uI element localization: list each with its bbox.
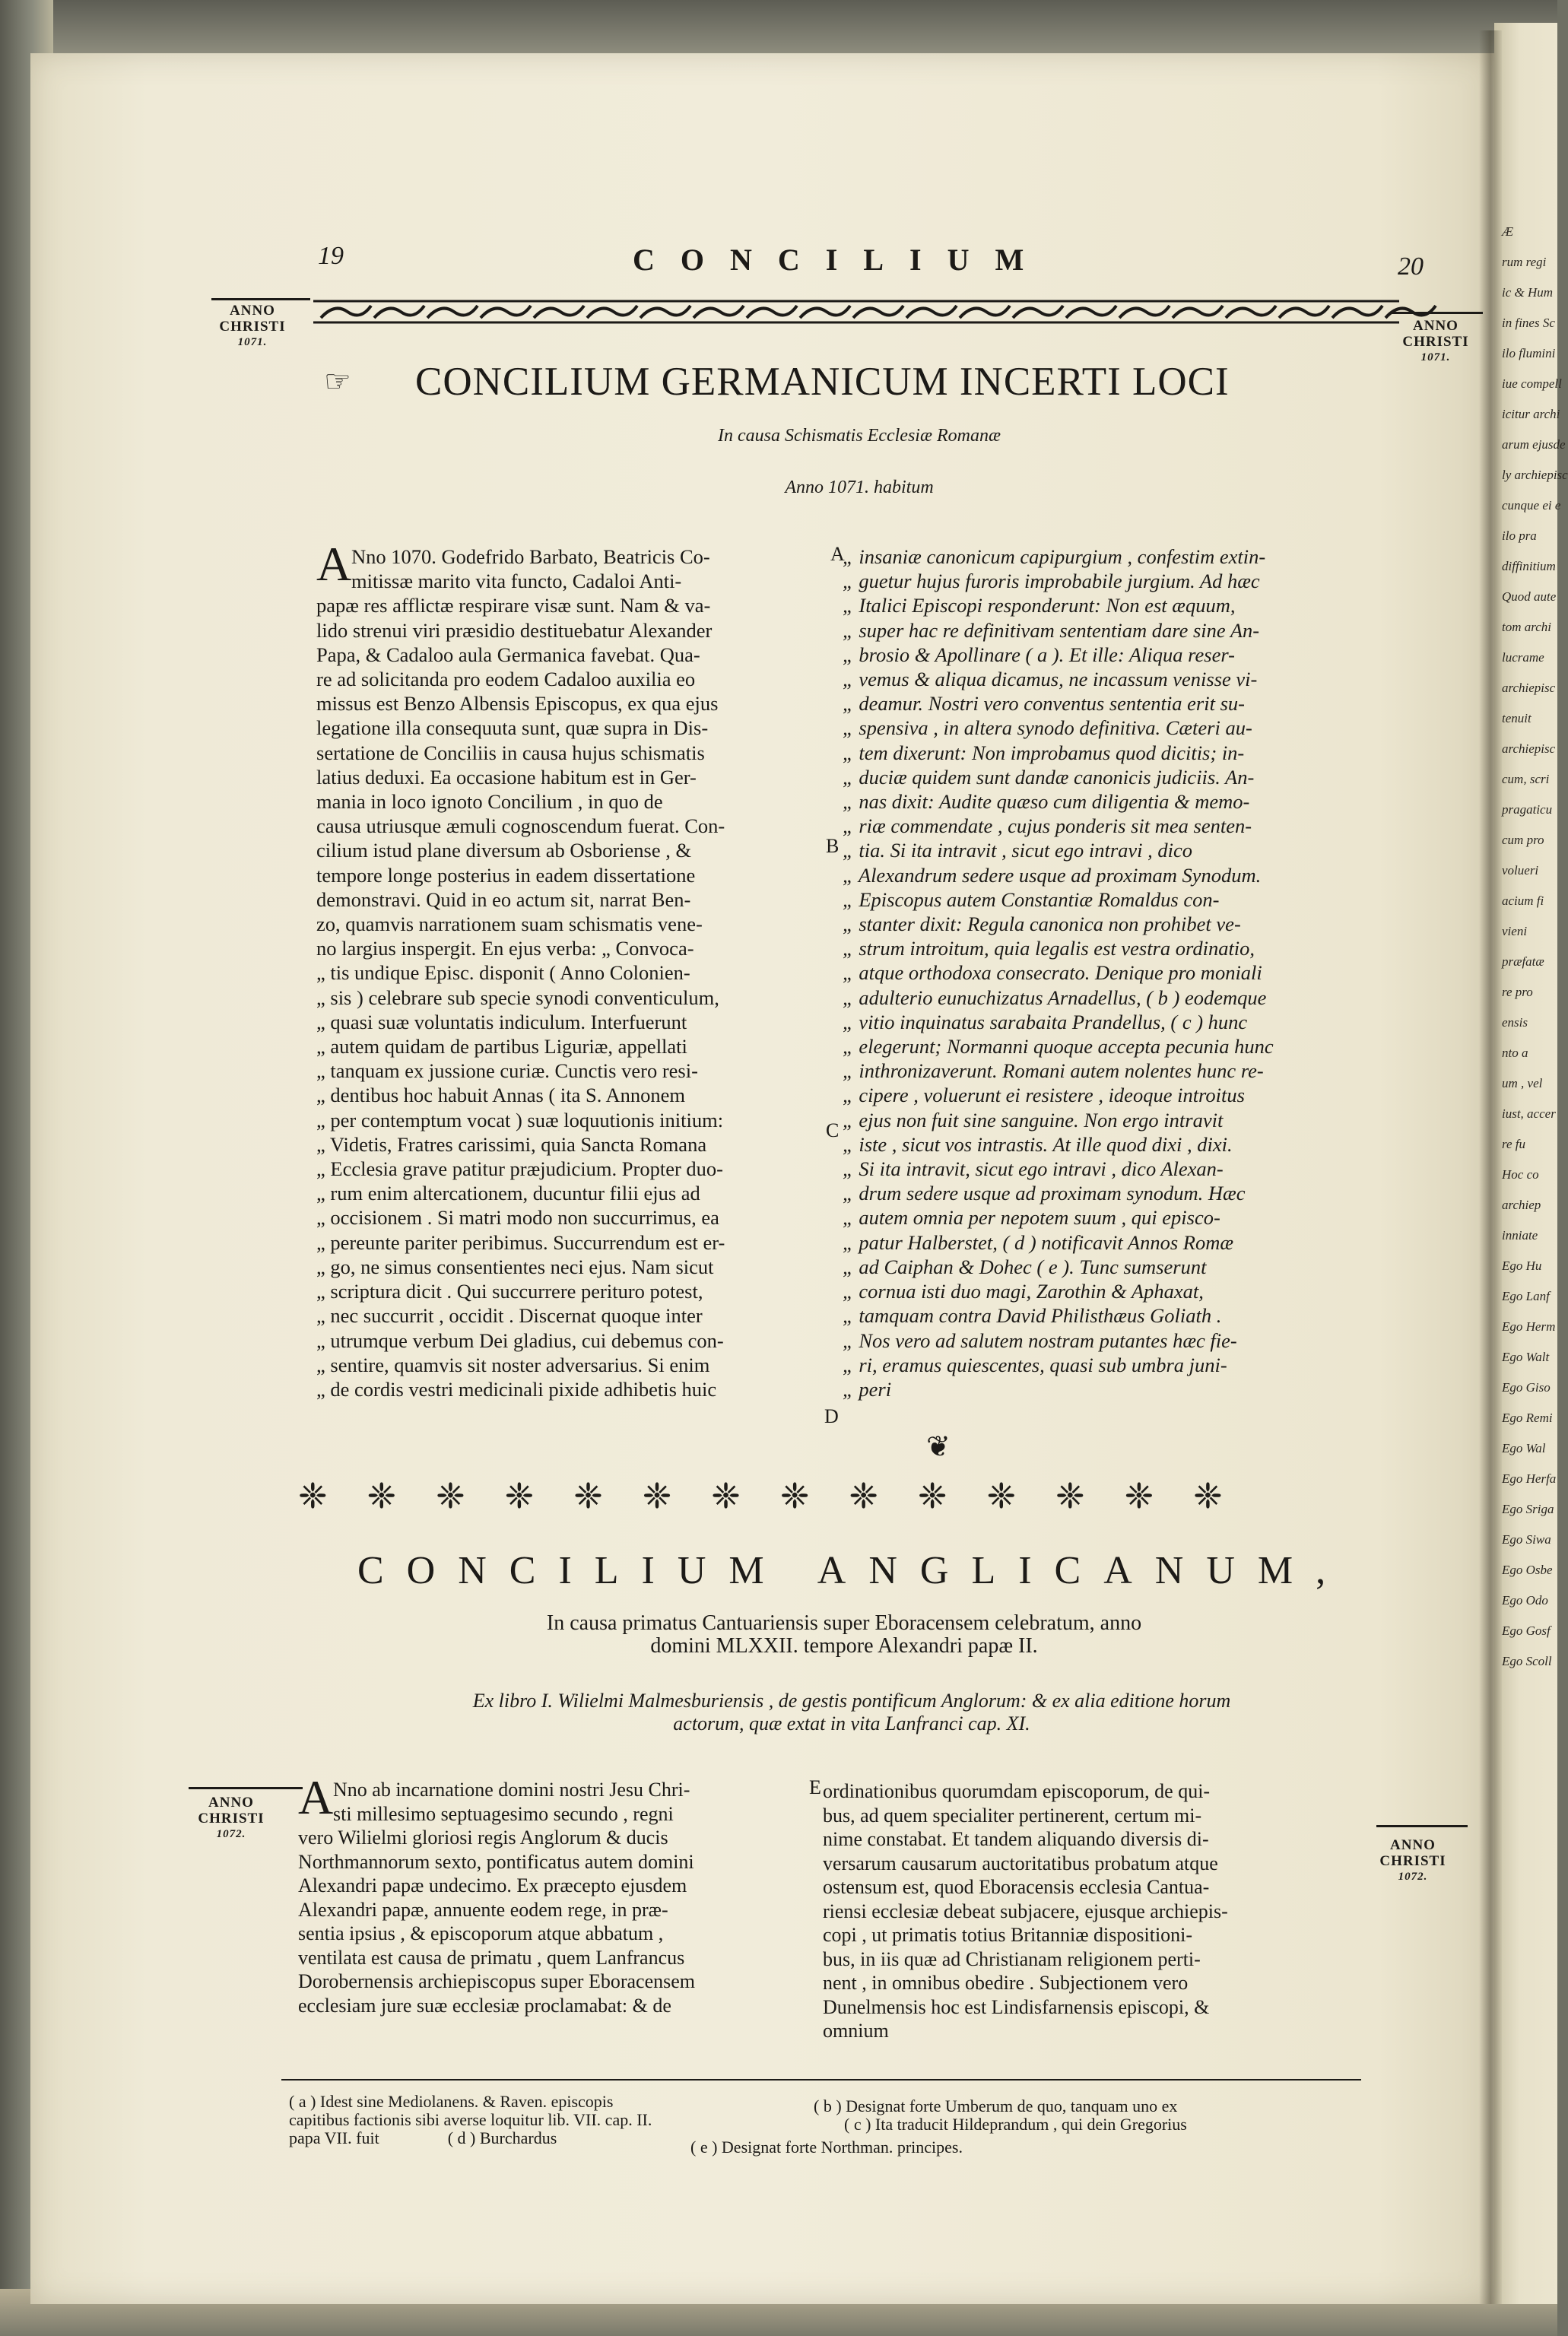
next-page-fragment: Quod aute [1502, 589, 1557, 604]
anno-label: ANNO [208, 1795, 254, 1811]
page-number-left: 19 [318, 242, 344, 270]
section2-left-line: Nno ab incarnatione domini nostri Jesu Chri- [333, 1779, 690, 1801]
section1-right-line: „ autem omnia per nepotem suum , qui episco- [843, 1206, 1220, 1230]
next-page-fragment: Ego Osbe [1502, 1563, 1553, 1577]
section1-right-line: „ ejus non fuit sine sanguine. Non ergo intravit [843, 1108, 1224, 1132]
section2-left-line: Northmannorum sexto, pontificatus autem domini [298, 1850, 694, 1873]
anno-rule-left-2 [189, 1787, 303, 1789]
next-page-fragment: iust, accer [1502, 1106, 1556, 1121]
next-page-fragment: Ego Odo [1502, 1593, 1548, 1608]
anno-rule-left [211, 298, 310, 300]
section1-left-line: demonstravi. Quid in eo actum sit, narrat Ben- [316, 887, 691, 911]
section1-left-line: „ go, ne simus consentientes neci ejus. Nam sicut [316, 1255, 714, 1278]
next-page-fragment: archiepisc [1502, 741, 1556, 756]
section1-left-line: „ sentire, quamvis sit noster adversarius. Si enim [316, 1353, 710, 1376]
section1-left-line: „ nec succurrit , occidit . Discernat quoque inter [316, 1304, 703, 1328]
footnote-c-line: ( c ) Ita traducit Hildeprandum , qui dein Gregorius [844, 2115, 1187, 2134]
section2-right-line: Dunelmensis hoc est Lindisfarnensis episcopi, & [823, 1995, 1210, 2018]
section1-right-line: „ strum introitum, quia legalis est vestra ordinatio, [843, 937, 1255, 960]
christi-label: CHRISTI [1379, 1853, 1446, 1869]
band-scroll [1226, 306, 1276, 318]
subtitle-line-1: In causa primatus Cantuariensis super Eboracensem celebratum, anno [546, 1611, 1142, 1635]
margin-letter-e: E [809, 1776, 821, 1798]
footnote-b [814, 2097, 1407, 2134]
section2-left-line: ventilata est causa de primatu , quem Lanfrancus [298, 1946, 685, 1969]
section2-right-line: bus, ad quem specialiter pertinerent, certum mi- [823, 1804, 1202, 1827]
section1-right-line: „ nas dixit: Audite quæso cum diligentia & memo- [843, 790, 1250, 814]
next-page-fragment: Æ [1502, 224, 1514, 239]
section1-right-line: „ stanter dixit: Regula canonica non prohibet ve- [843, 912, 1241, 936]
next-page-fragment: rum regi [1502, 255, 1547, 269]
fleuron-icon: ❈ [504, 1477, 541, 1516]
section1-right-line: „ tia. Si ita intravit , sicut ego intravi , dico [843, 839, 1193, 862]
anno-christi-right-1 [1398, 318, 1474, 366]
section1-right-line: „ cornua isti duo magi, Zarothin & Aphaxat, [843, 1280, 1204, 1303]
section1-left-line: mitissæ marito vita functo, Cadaloi Anti- [351, 570, 682, 593]
gutter-shadow [1479, 30, 1502, 2304]
ornamental-band [313, 298, 1399, 325]
section1-right-line: „ vitio inquinatus sarabaita Prandellus, ( c ) hunc [843, 1010, 1248, 1033]
dingbat-row [298, 1475, 1378, 1516]
section2-left-line: ecclesiam jure suæ ecclesiæ proclamabat: & de [298, 1994, 671, 2017]
section1-right-line: „ Si ita intravit, sicut ego intravi , dico Alexan- [843, 1157, 1224, 1181]
section2-subtitle [319, 1612, 1369, 1658]
next-page-fragment: archiep [1502, 1198, 1541, 1212]
section1-left-line: no largius inspergit. En ejus verba: „ Convoca- [316, 937, 694, 960]
next-page-fragment: archiepisc [1502, 681, 1556, 695]
section1-left-line: „ sis ) celebrare sub specie synodi conventiculum, [316, 986, 719, 1009]
section2-right-line: bus, in iis quæ ad Christianam religionem perti- [823, 1947, 1201, 1970]
footnote-e: ( e ) Designat forte Northman. principes. [690, 2138, 963, 2157]
source-line-2: actorum, quæ extat in vita Lanfranci cap. XI. [673, 1712, 1030, 1735]
section1-left-line: „ utrumque verbum Dei gladius, cui debemus con- [316, 1328, 724, 1352]
band-scroll [1279, 306, 1329, 318]
next-page-fragment: tenuit [1502, 711, 1531, 725]
subtitle-line-2: domini MLXXII. tempore Alexandri papæ II. [650, 1634, 1038, 1658]
band-scroll [1332, 306, 1382, 318]
section1-left-line: „ autem quidam de partibus Liguriæ, appellati [316, 1035, 687, 1058]
section1-right-line: „ Alexandrum sedere usque ad proximam Synodum. [843, 863, 1262, 887]
section1-left-line: „ tis undique Episc. disponit ( Anno Colonien- [316, 961, 690, 985]
next-page-fragment: nto a [1502, 1046, 1528, 1060]
section2-left-column [298, 1778, 800, 2017]
section1-left-line: „ Videtis, Fratres carissimi, quia Sancta Romana [316, 1132, 707, 1156]
fleuron-icon: ❈ [917, 1477, 954, 1516]
section1-right-line: „ iste , sicut vos intrastis. At ille quod dixi , dixi. [843, 1132, 1233, 1156]
tailpiece-ornament: ❦ [926, 1431, 951, 1463]
section1-right-line: „ tem dixerunt: Non improbamus quod dicitis; in- [843, 741, 1245, 764]
band-scroll [534, 306, 584, 318]
section1-left-line: „ occisionem . Si matri modo non succurrimus, ea [316, 1206, 719, 1230]
fleuron-icon: ❈ [298, 1477, 334, 1516]
section2-left-line: Alexandri papæ, annuente eodem rege, in præ- [298, 1898, 668, 1921]
footnote-a-line-2: capitibus factionis sibi averse loquitur lib. VII. cap. II. [289, 2110, 652, 2129]
next-page-fragment: Hoc co [1502, 1167, 1539, 1182]
fleuron-icon: ❈ [711, 1477, 747, 1516]
next-page-fragment: Ego Giso [1502, 1380, 1551, 1395]
anno-christi-right-2 [1375, 1837, 1451, 1885]
next-page-fragment: pragaticu [1502, 802, 1553, 817]
next-page-fragment: ilo pra [1502, 528, 1537, 543]
footnote-d: ( d ) Burchardus [447, 2128, 557, 2147]
next-page-fragment: re fu [1502, 1137, 1526, 1151]
section2-left-line: Dorobernensis archiepiscopus super Eboracensem [298, 1970, 695, 1992]
margin-letter-b: B [826, 835, 840, 857]
section1-right-line: „ adulterio eunuchizatus Arnadellus, ( b ) eodemque [843, 986, 1267, 1009]
section1-left-line: „ per contemptum vocat ) suæ loquutionis initium: [316, 1108, 724, 1132]
next-page-fragment: ic & Hum [1502, 285, 1554, 300]
section1-left-line: mania in loco ignoto Concilium , in quo de [316, 790, 663, 814]
next-page-fragment: Ego Hu [1502, 1258, 1542, 1273]
section1-right-line: „ Nos vero ad salutem nostram putantes hæc fie- [843, 1328, 1237, 1352]
anno-year: 1072. [216, 1828, 246, 1840]
running-head: CONCILIUM [633, 243, 1050, 277]
next-page-fragment: Ego Herm [1502, 1319, 1556, 1334]
band-scroll [321, 306, 371, 318]
section1-left-line: Nno 1070. Godefrido Barbato, Beatricis Co- [351, 545, 710, 568]
section1-left-line: „ quasi suæ voluntatis indiculum. Interfuerunt [316, 1010, 687, 1033]
section1-right-line: „ insaniæ canonicum capipurgium , confestim extin- [843, 545, 1266, 568]
next-page-fragment: volueri [1502, 863, 1539, 878]
band-scroll [640, 306, 690, 318]
section1-left-line: lido strenui viri præsidio destituebatur Alexander [316, 618, 713, 642]
next-page-fragment: cunque ei e [1502, 498, 1561, 513]
margin-letter-d: D [824, 1405, 839, 1427]
anno-year: 1071. [1420, 351, 1451, 363]
section1-right-line: „ ad Caiphan & Dohec ( e ). Tunc sumserunt [843, 1255, 1207, 1278]
section2-left-line: sentia ipsius , & episcoporum atque abbatum , [298, 1922, 664, 1944]
section2-right-line: riensi ecclesiæ debeat subjacere, ejusque archiepis- [823, 1900, 1228, 1922]
section1-left-line: re ad solicitanda pro eodem Cadaloo auxilia eo [316, 668, 696, 691]
section1-right-line: „ peri [843, 1377, 892, 1401]
footnote-papa: papa VII. fuit [289, 2128, 379, 2147]
next-page-fragment: ilo flumini [1502, 346, 1556, 360]
section2-left-line: vero Wilielmi gloriosi regis Anglorum & ducis [298, 1827, 668, 1849]
section-title-germanicum: CONCILIUM GERMANICUM INCERTI LOCI [415, 360, 1230, 404]
section1-left-line: „ scriptura dicit . Qui succurrere perituro potest, [316, 1280, 703, 1303]
next-page-fragment: Ego Walt [1502, 1350, 1550, 1364]
anno-rule-right-2 [1376, 1825, 1468, 1827]
anno-year: 1072. [1398, 1871, 1428, 1883]
section1-left-line: „ tanquam ex jussione curiæ. Cunctis vero resi- [316, 1059, 698, 1083]
section-date: Anno 1071. habitum [785, 478, 934, 497]
section-subtitle-schismatis: In causa Schismatis Ecclesiæ Romanæ [718, 426, 1001, 446]
drop-cap-2: A [298, 1770, 334, 1824]
christi-label: CHRISTI [1402, 334, 1469, 350]
section1-left-line: causa utriusque æmuli cognoscendum fuerat. Con- [316, 814, 725, 838]
band-scroll [800, 306, 850, 318]
anno-label: ANNO [1390, 1837, 1436, 1853]
anno-year: 1071. [237, 336, 268, 348]
section1-left-line: missus est Benzo Albensis Episcopus, ex qua ejus [316, 692, 719, 716]
footnote-a-line-1: ( a ) Idest sine Mediolanens. & Raven. episcopis [289, 2092, 614, 2111]
next-page-fragments [1502, 221, 1568, 1681]
section1-left-line: sertatione de Conciliis in causa hujus schismatis [316, 741, 705, 764]
band-scroll [853, 306, 903, 318]
fleuron-icon: ❈ [642, 1477, 678, 1516]
section1-left-line: „ pereunte pariter peribimus. Succurrendum est er- [316, 1230, 725, 1254]
anno-rule-right [1392, 312, 1483, 314]
section2-left-line: Alexandri papæ undecimo. Ex præcepto ejusdem [298, 1874, 687, 1896]
section1-right-line: „ vemus & aliqua dicamus, ne incassum venisse vi- [843, 668, 1258, 691]
page-number-right: 20 [1398, 252, 1424, 281]
section1-left-line: „ Ecclesia grave patitur præjudicium. Propter duo- [316, 1157, 723, 1181]
band-scroll [1013, 306, 1063, 318]
next-page-fragment: Ego Remi [1502, 1411, 1553, 1425]
next-page-fragment: ensis [1502, 1015, 1528, 1030]
section2-right-line: copi , ut primatis totius Britanniæ dispositioni- [823, 1924, 1193, 1946]
section1-right-line: „ cipere , voluerunt ei resistere , ideoque introitus [843, 1084, 1245, 1107]
source-line-1: Ex libro I. Wilielmi Malmesburiensis , de gestis pontificum Anglorum: & ex alia editione horum [472, 1690, 1231, 1712]
band-scroll [747, 306, 797, 318]
section1-left-line: zo, quamvis narrationem suam schismatis vene- [316, 912, 703, 936]
next-page-fragment: Ego Gosf [1502, 1623, 1551, 1638]
next-page-fragment: inniate [1502, 1228, 1538, 1243]
next-page-fragment: præfatæ [1502, 954, 1544, 969]
section2-right-column [823, 1779, 1355, 2043]
band-scroll [427, 306, 478, 318]
section1-left-line: Papa, & Cadaloo aula Germanica favebat. Qua- [316, 643, 700, 666]
section2-left-line: sti millesimo septuagesimo secundo , regni [333, 1802, 674, 1825]
margin-letter-c: C [826, 1119, 840, 1141]
next-page-fragment: lucrame [1502, 650, 1544, 665]
anno-label: ANNO [230, 303, 275, 319]
binding-top [0, 0, 1557, 53]
section1-right-line: „ patur Halberstet, ( d ) notificavit Annos Romæ [843, 1230, 1234, 1254]
next-page-fragment: ly archiepisc [1502, 468, 1568, 482]
anno-christi-left-2 [193, 1795, 269, 1842]
section1-right-column [843, 544, 1393, 1401]
next-page-fragment: Ego Sriga [1502, 1502, 1554, 1516]
fleuron-icon: ❈ [849, 1477, 884, 1516]
section2-right-line: ordinationibus quorumdam episcoporum, de qui- [823, 1780, 1211, 1802]
section1-left-line: legatione illa consequuta sunt, quæ supra in Dis- [316, 716, 709, 740]
band-scroll [906, 306, 957, 318]
anno-label: ANNO [1413, 318, 1458, 334]
section1-right-line: „ Episcopus autem Constantiæ Romaldus con- [843, 887, 1220, 911]
section1-right-line: „ elegerunt; Normanni quoque accepta pecunia hunc [843, 1035, 1274, 1058]
section1-right-line: „ riæ commendate , cujus ponderis sit mea senten- [843, 814, 1252, 838]
next-page-fragment: Ego Siwa [1502, 1532, 1551, 1547]
next-page-fragment: Ego Wal [1502, 1441, 1546, 1455]
section1-right-line: „ atque orthodoxa consecrato. Denique pro moniali [843, 961, 1262, 985]
next-page-fragment: in fines Sc [1502, 316, 1555, 330]
christi-label: CHRISTI [219, 319, 286, 335]
margin-letter-a: A [830, 543, 845, 565]
band-scroll [1173, 306, 1223, 318]
fleuron-icon: ❈ [436, 1477, 471, 1516]
section1-right-line: „ tamquam contra David Philisthæus Goliath . [843, 1304, 1222, 1328]
band-scroll [960, 306, 1010, 318]
next-page-fragment: re pro [1502, 985, 1533, 999]
section1-right-line: „ inthronizaverunt. Romani autem nolentes hunc re- [843, 1059, 1264, 1083]
next-page-fragment: iue compell [1502, 376, 1562, 391]
section1-right-line: „ Italici Episcopi responderunt: Non est æquum, [843, 594, 1236, 617]
section1-right-line: „ super hac re definitivam sententiam dare sine An- [843, 618, 1260, 642]
band-scroll [481, 306, 531, 318]
next-page-fragment: acium fi [1502, 893, 1544, 908]
section1-left-line: latius deduxi. Ea occasione habitum est in Ger- [316, 765, 697, 789]
band-scroll [694, 306, 744, 318]
footnote-b-line: ( b ) Designat forte Umberum de quo, tanquam uno ex [814, 2096, 1178, 2115]
section2-right-line: omnium [823, 2020, 889, 2042]
fleuron-icon: ❈ [1055, 1477, 1091, 1516]
fleuron-icon: ❈ [986, 1477, 1023, 1516]
section2-source [319, 1690, 1384, 1735]
next-page-fragment: Ego Lanf [1502, 1289, 1550, 1303]
section1-right-line: „ spensiva , in altera synodo definitiva. Cæteri au- [843, 716, 1252, 740]
fleuron-icon: ❈ [1124, 1477, 1160, 1516]
section1-left-column [316, 544, 824, 1401]
section1-left-line: papæ res afflictæ respirare visæ sunt. Nam & va- [316, 594, 711, 617]
section1-right-line: „ drum sedere usque ad proximam synodum. Hæc [843, 1182, 1246, 1205]
next-page-fragment: um , vel [1502, 1076, 1543, 1090]
next-page-fragment: vieni [1502, 924, 1528, 938]
section1-right-line: „ brosio & Apollinare ( a ). Et ille: Aliqua reser- [843, 643, 1235, 666]
next-page-fragment: tom archi [1502, 620, 1552, 634]
pointing-hand-icon: ☞ [324, 364, 351, 398]
band-scroll [1066, 306, 1116, 318]
fleuron-icon: ❈ [573, 1477, 609, 1516]
next-page-fragment: arum ejusde [1502, 437, 1566, 452]
fleuron-icon: ❈ [367, 1477, 403, 1516]
next-page-fragment: Ego Herfa [1502, 1471, 1557, 1486]
band-scroll [374, 306, 424, 318]
anno-christi-left-1 [214, 303, 290, 351]
band-scroll [1119, 306, 1170, 318]
section1-right-line: „ deamur. Nostri vero conventus sententia erit su- [843, 692, 1245, 716]
footnote-rule [281, 2079, 1361, 2080]
next-page-fragment: cum pro [1502, 833, 1544, 847]
section2-right-line: nime constabat. Et tandem aliquando diversis di- [823, 1828, 1209, 1850]
section1-left-line: cilium istud plane diversum ab Osboriense , & [316, 839, 692, 862]
section1-right-line: „ ri, eramus quiescentes, quasi sub umbra juni- [843, 1353, 1227, 1376]
christi-label: CHRISTI [198, 1811, 265, 1827]
next-page-fragment: diffinitium [1502, 559, 1556, 573]
section1-right-line: „ guetur hujus furoris improbabile jurgium. Ad hæc [843, 570, 1260, 593]
section1-left-line: „ dentibus hoc habuit Annas ( ita S. Annonem [316, 1084, 686, 1107]
section2-right-line: versarum causarum auctoritatibus probatum atque [823, 1852, 1218, 1874]
fleuron-icon: ❈ [779, 1477, 816, 1516]
section2-right-line: nent , in omnibus obedire . Subjectionem vero [823, 1972, 1189, 1994]
section1-left-line: „ de cordis vestri medicinali pixide adhibetis huic [316, 1377, 717, 1401]
fleuron-icon: ❈ [1193, 1477, 1229, 1516]
section1-left-line: tempore longe posterius in eadem dissertatione [316, 863, 696, 887]
next-page-fragment: cum, scri [1502, 772, 1550, 786]
band-scroll [587, 306, 637, 318]
section1-right-line: „ duciæ quidem sunt dandæ canonicis judiciis. An- [843, 765, 1255, 789]
drop-cap: A [316, 537, 352, 591]
section1-left-line: „ rum enim altercationem, ducuntur filii ejus ad [316, 1182, 700, 1205]
section-title-anglicanum: CONCILIUM ANGLICANUM, [357, 1549, 1349, 1592]
next-page-fragment: Ego Scoll [1502, 1654, 1552, 1668]
next-page-fragment: icitur archi [1502, 407, 1560, 421]
section2-right-line: ostensum est, quod Eboracensis ecclesia Cantua- [823, 1876, 1210, 1898]
